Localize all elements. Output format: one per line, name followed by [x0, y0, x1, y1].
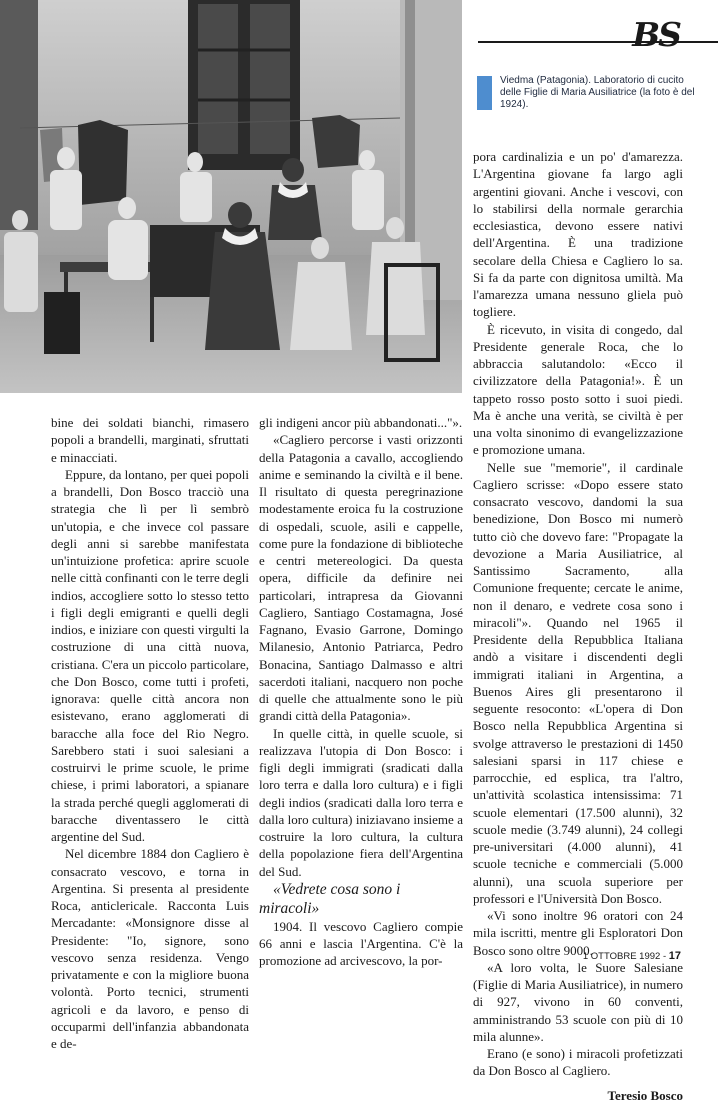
masthead-logo: BS — [632, 15, 680, 54]
masthead — [462, 8, 718, 58]
paragraph: 1904. Il vescovo Cagliero compie 66 anni e lascia l'Argentina. C'è la promozione ad arcivescovo, la por- — [259, 918, 463, 969]
page-footer — [583, 950, 681, 962]
paragraph: gli indigeni ancor più abbandonati..."». — [259, 415, 463, 430]
paragraph: È ricevuto, in visita di congedo, dal Presidente generale Roca, che lo abbraccia salutandolo: «Ecco il civilizzatore della Patagonia!». È un tappeto rosso posto sotto i suoi piedi. Ma è anche una verità, se civiltà è per una volta sinonimo di evangelizzazione e promozione umana. — [473, 321, 683, 458]
paragraph: In quelle città, in quelle scuole, si realizzava l'utopia di Don Bosco: i figli degli immigrati (sradicati dalla loro terra e dalla loro cultura) e i figli degli indios (sradicati dalla loro terra e dalla loro cultura) iniziavano insieme a costruire la loro cultura, la cultura della popolazione fiera dell'Argentina del Sud. — [259, 725, 463, 879]
paragraph: Erano (e sono) i miracoli profetizzati da Don Bosco al Cagliero. — [473, 1046, 683, 1079]
page-number: 17 — [668, 950, 681, 962]
article-column-2 — [259, 414, 463, 970]
photo-caption — [477, 76, 699, 110]
section-subheading: «Vedrete cosa sono i miracoli» — [259, 880, 401, 917]
caption-accent-bar — [477, 76, 492, 110]
photo-illustration — [0, 0, 462, 393]
caption-text: Viedma (Patagonia). Laboratorio di cucito delle Figlie di Maria Ausiliatrice (la foto è del 1924). — [500, 75, 695, 110]
paragraph: Nelle sue "memorie", il cardinale Cagliero scrisse: «Dopo essere stato consacrato vescovo, dandomi la sua benedizione, Don Bosco mi numerò tutto ciò che dovevo fare: "Propagate la devozione a Maria Ausiliatrice, al Santissimo Sacramento, alla Comunione frequente; cercate le anime, non il denaro, e vedrete cosa sono i miracoli"». Quando nel 1965 il Presidente della Repubblica Italiana andò a visitare i discendenti degli immigrati italiani in Argentina, a Buenos Aires gli presentarono il seguente resoconto: «L'opera di Don Bosco nella Repubblica Argentina si svolge attraverso le prestazioni di 1450 salesiani sparsi in 117 chiese e parrocchie, ed esplica, tra l'altro, un'attività scolastica intensissima: 71 scuole elementari (17.500 alunni), 32 scuole medie (3.749 alunni), 24 collegi pre-universitari (4.000 alunni), 41 scuole tecniche e commerciali (5.000 alunni), una scuola superiore per professori e l'Università Don Bosco. — [473, 459, 683, 906]
paragraph: «Cagliero percorse i vasti orizzonti della Patagonia a cavallo, accogliendo anime e seminando la civiltà e il bene. Il risultato di questa peregrinazione modestamente eroica fu la costruzione di ospedali, scuole, asili e cappelle, come pure la fondazione di biblioteche e centri metereologici. Da questa opera, difficile da definire nei particolari, intrapresa da Giovanni Cagliero, Santiago Costamagna, José Fagnano, Evasio Garrone, Domingo Milanesio, Antonio Patriarca, Pedro Bonacina, Santiago Dalmasso e altri sacerdoti italiani, nacquero non poche di quelle che attualmente sono le più grandi città della Patagonia». — [259, 432, 463, 724]
masthead-rule — [478, 41, 718, 43]
paragraph: pora cardinalizia e un po' d'amarezza. L'Argentina giovane fa largo agli argentini giovani. Anche i vescovi, con lo stabilirsi della normale gerarchia ecclesiastica, devono essere nativi dell'Argentina. È una tradizione secolare della Chiesa e Cagliero lo sa. Si fa da parte con dignitosa umiltà. Ma l'amarezza umana nessuno gliela può togliere. — [473, 149, 683, 320]
paragraph: «A loro volta, le Suore Salesiane (Figlie di Maria Ausiliatrice), in numero di 927, vivono in 60 conventi, amministrando 53 scuole con più di 10 mila alunne». — [473, 959, 683, 1044]
paragraph: «Vi sono inoltre 96 oratori con 24 mila iscritti, mentre gli Esploratori Don Bosco sono oltre 9000. — [473, 908, 683, 958]
article-column-1 — [51, 414, 249, 1052]
paragraph: Nel dicembre 1884 don Cagliero è consacrato vescovo, e torna in Argentina. Si presenta al presidente Roca, anticlericale. Racconta Luis Mercadante: «Monsignore disse al Presidente: "Io, signore, sono vescovo senza residenza. Vengo privatamente e con la migliore buona volontà. Porto tecnici, strumenti agricoli e da lavoro, e penso di occuparmi dell'infanzia abbandonata e de- — [51, 846, 249, 1051]
photo-sewing-workshop — [0, 0, 462, 393]
author-signature: Teresio Bosco — [607, 1087, 683, 1103]
issue-date: 1 OTTOBRE 1992 - — [582, 951, 667, 962]
paragraph: bine dei soldati bianchi, rimasero popoli a brandelli, marginati, sfruttati e minacciati. — [51, 415, 249, 465]
paragraph: Eppure, da lontano, per quei popoli a brandelli, Don Bosco tracciò una strategia che lì per lì sembrò un'utopia, e che invece col passare degli anni si sarebbe manifestata un'intuizione profetica: aprire scuole nelle città confinanti con le terre degli indios, accogliere sotto lo stesso tetto i figli degli emigranti e quelli degli indios, e iniziare con questi virgulti la costruzione di una città nuova, cristiana. C'era un piccolo particolare, che Don Bosco, come tutti i profeti, ignorava: quelle città ancora non esistevano, erano agglomerati di baracche alla foce del Rio Negro. Sarebbero stati i suoi salesiani a costruirvi le prime scuole, le prime chiese, i primi laboratori, a spianare la strada perché quegli agglomerati di baracche diventassero le città argentine del Sud. — [51, 466, 249, 844]
